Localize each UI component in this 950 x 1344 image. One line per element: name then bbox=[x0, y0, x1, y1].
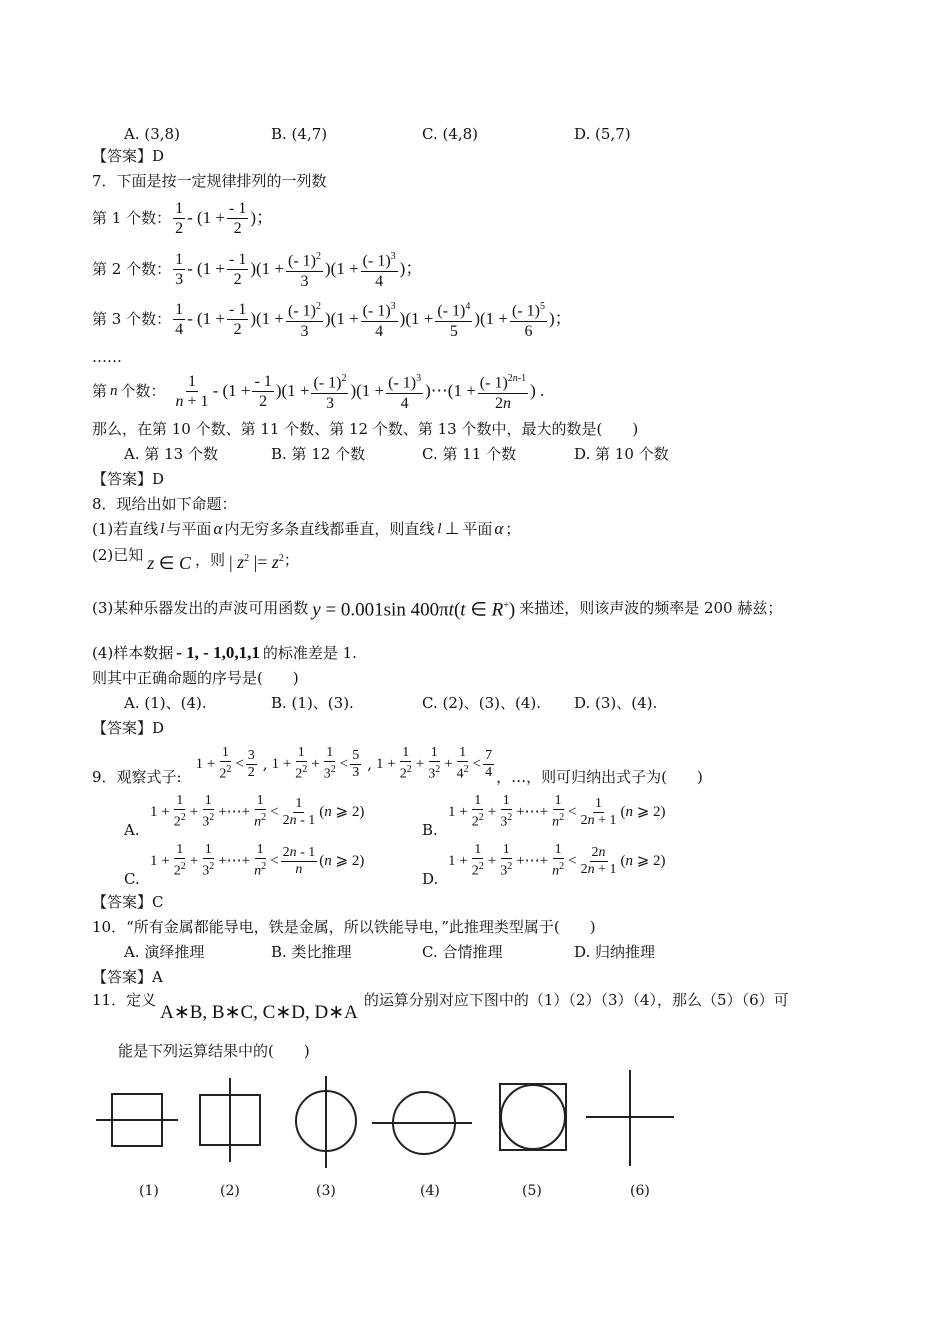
q8-option-a: A. (1)、(4). bbox=[124, 694, 207, 712]
q7-item1-formula: $\frac{1}{2}$ bbox=[175, 199, 184, 237]
q9-option-b-label: B. bbox=[422, 821, 438, 839]
q8-stem: 8．现给出如下命题： bbox=[92, 495, 237, 513]
q6-answer: 【答案】D bbox=[92, 147, 165, 165]
figure-label-5: (5) bbox=[522, 1183, 542, 1199]
q11-stem-text-a: 11．定义 bbox=[92, 991, 157, 1009]
q10-option-a: A. 演绎推理 bbox=[124, 943, 205, 961]
q9-stem: 9．观察式子: 1 + $\frac{1}{2^2}$ < $\frac{3}{2}$ , 1 + $\frac{1}{2^2}$ + $\frac{1}{3^2}$ < $\frac{5}{3}$ , 1 + $\frac{1}{2^2}$ + $\frac{1}{3^2}$ + $\frac{1}{4^2}$ < $\frac{7}{4}$ ，…，则可归纳出式子为( ) bbox=[92, 745, 703, 786]
q9-option-b-formula: 1 + $\frac{1}{2^2}$ + $\frac{1}{3^2}$ +⋯+ $\frac{1}{n^2}$ < $\frac{1}{2n + 1}$ (n ⩾ 2) bbox=[448, 793, 666, 830]
figure-label-3: (3) bbox=[316, 1183, 336, 1199]
q9-option-d-label: D. bbox=[422, 870, 439, 888]
figure-3 bbox=[296, 1076, 356, 1168]
q8-answer: 【答案】D bbox=[92, 719, 165, 737]
q7-question: 那么，在第 10 个数、第 11 个数、第 12 个数、第 13 个数中，最大的数是( ) bbox=[92, 420, 639, 438]
q7-item2: 第 2 个数： $\frac{1}{3}$ - (1 + $\frac{- 1}{2}$ )(1 + $\frac{(- 1)^2}{3}$ )(1 + $\frac{(- 1)^3}{4}$ )； bbox=[92, 246, 422, 292]
q6-option-c: C. (4,8) bbox=[422, 125, 479, 143]
q8-prop3-text-b: 来描述，则该声波的频率是 200 赫兹； bbox=[519, 599, 783, 617]
q9-option-c-label: C. bbox=[124, 870, 140, 888]
figure-6 bbox=[586, 1070, 674, 1166]
q9-option-c-formula: 1 + $\frac{1}{2^2}$ + $\frac{1}{3^2}$ +⋯+ $\frac{1}{n^2}$ < $\frac{2n - 1}{n}$ (n ⩾ 2) bbox=[150, 842, 365, 879]
q7-item1-label: 第 1 个数： bbox=[92, 209, 172, 227]
q8-prop1-text-d: 平面 bbox=[462, 520, 493, 538]
q8-prop4-text-a: (4)样本数据 bbox=[92, 644, 174, 662]
q8-option-c: C. (2)、(3)、(4). bbox=[422, 694, 541, 712]
figure-5 bbox=[500, 1084, 566, 1150]
q10-answer: 【答案】A bbox=[92, 968, 163, 986]
q7-itemn-label-pre: 第 bbox=[92, 382, 108, 400]
q8-prop1-text-a: (1)若直线 bbox=[92, 520, 159, 538]
q8-prop1-text-c: 内无穷多条直线都垂直，则直线 bbox=[224, 520, 435, 538]
q8-prop3-text-a: (3)某种乐器发出的声波可用函数 bbox=[92, 599, 309, 617]
q7-ellipsis: …… bbox=[92, 348, 122, 366]
q7-item3: 第 3 个数： $\frac{1}{4}$ - (1 + $\frac{- 1}{2}$ )(1 + $\frac{(- 1)^2}{3}$ )(1 + $\frac{(- 1)^3}{4}$ )(1 + $\frac{(- 1)^4}{5}$ )(1 + $\frac{(- 1)^5}{6}$ )； bbox=[92, 296, 572, 342]
q7-answer: 【答案】D bbox=[92, 470, 165, 488]
q8-prop2-text-b: ，则 bbox=[194, 551, 225, 569]
q9-option-a-formula: 1 + $\frac{1}{2^2}$ + $\frac{1}{3^2}$ +⋯+ $\frac{1}{n^2}$ < $\frac{1}{2n - 1}$ (n ⩾ 2) bbox=[150, 793, 365, 830]
q10-option-b: B. 类比推理 bbox=[271, 943, 352, 961]
figure-label-6: (6) bbox=[630, 1183, 650, 1199]
q7-stem: 7．下面是按一定规律排列的一列数 bbox=[92, 172, 327, 190]
q7-option-b: B. 第 12 个数 bbox=[271, 445, 366, 463]
q8-option-d: D. (3)、(4). bbox=[574, 694, 658, 712]
q7-itemn: 第 n 个数： $\frac{1}{n + 1}$ - (1 + $\frac{- 1}{2}$ )(1 + $\frac{(- 1)^2}{3}$ )(1 + $\frac{(- 1)^3}{4}$ )⋯(1 + $\frac{(- 1)^{2n-1}}{2n}$ ) . bbox=[92, 368, 544, 414]
q7-item3-label: 第 3 个数： bbox=[92, 310, 172, 328]
q10-option-d: D. 归纳推理 bbox=[574, 943, 656, 961]
q9-stem-text-a: 9．观察式子: bbox=[92, 768, 182, 786]
q8-prop2: (2)已知 z ∈ C ，则 | $z^2$ |= $z^2$ ； bbox=[92, 546, 299, 573]
figure-label-4: (4) bbox=[420, 1183, 440, 1199]
q11-operations: A∗B, B∗C, C∗D, D∗A bbox=[160, 1002, 358, 1023]
q6-option-d: D. (5,7) bbox=[574, 125, 631, 143]
q10-option-c: C. 合情推理 bbox=[422, 943, 503, 961]
figure-4 bbox=[372, 1092, 472, 1154]
figure-1 bbox=[96, 1094, 178, 1146]
q8-prop4: (4)样本数据 - 1, - 1,0,1,1 的标准差是 1. bbox=[92, 643, 357, 662]
q8-question: 则其中正确命题的序号是( ) bbox=[92, 669, 299, 687]
q7-item2-label: 第 2 个数： bbox=[92, 260, 172, 278]
figure-2 bbox=[200, 1078, 260, 1162]
figure-label-2: (2) bbox=[220, 1183, 240, 1199]
q11-stem-line2: 能是下列运算结果中的( ) bbox=[118, 1042, 310, 1060]
q9-answer: 【答案】C bbox=[92, 893, 164, 911]
q11-stem-text-b: 的运算分别对应下图中的（1）（2）（3）（4），那么（5）（6）可 bbox=[363, 991, 789, 1009]
q8-option-b: B. (1)、(3). bbox=[271, 694, 354, 712]
q8-prop1-text-b: 与平面 bbox=[166, 520, 212, 538]
q6-option-b: B. (4,7) bbox=[271, 125, 328, 143]
q7-option-c: C. 第 11 个数 bbox=[422, 445, 517, 463]
q10-stem: 10．“所有金属都能导电，铁是金属，所以铁能导电，”此推理类型属于( ) bbox=[92, 918, 596, 936]
q7-itemn-label-post: 个数： bbox=[120, 382, 166, 400]
q8-prop1: (1)若直线 l 与平面 α 内无穷多条直线都垂直，则直线 l ⊥ 平面 α ； bbox=[92, 519, 521, 538]
q9-option-a-label: A. bbox=[124, 821, 140, 839]
q6-option-a: A. (3,8) bbox=[124, 125, 180, 143]
q9-option-d-formula: 1 + $\frac{1}{2^2}$ + $\frac{1}{3^2}$ +⋯+ $\frac{1}{n^2}$ < $\frac{2n}{2n + 1}$ (n ⩾ 2) bbox=[448, 842, 666, 879]
q8-prop3: (3)某种乐器发出的声波可用函数 y = 0.001sin 400πt(t ∈ R+) 来描述，则该声波的频率是 200 赫兹； bbox=[92, 599, 783, 621]
q9-stem-text-b: ，…，则可归纳出式子为( ) bbox=[496, 768, 703, 786]
q7-item1: 第 1 个数： $\frac{1}{2}$ - (1 + $\frac{- 1}{2}$ )； bbox=[92, 199, 274, 237]
figure-label-1: (1) bbox=[139, 1183, 159, 1199]
q7-option-d: D. 第 10 个数 bbox=[574, 445, 669, 463]
q8-prop4-text-b: 的标准差是 1. bbox=[262, 644, 357, 662]
q8-prop2-text-a: (2)已知 bbox=[92, 546, 144, 564]
q7-option-a: A. 第 13 个数 bbox=[124, 445, 218, 463]
